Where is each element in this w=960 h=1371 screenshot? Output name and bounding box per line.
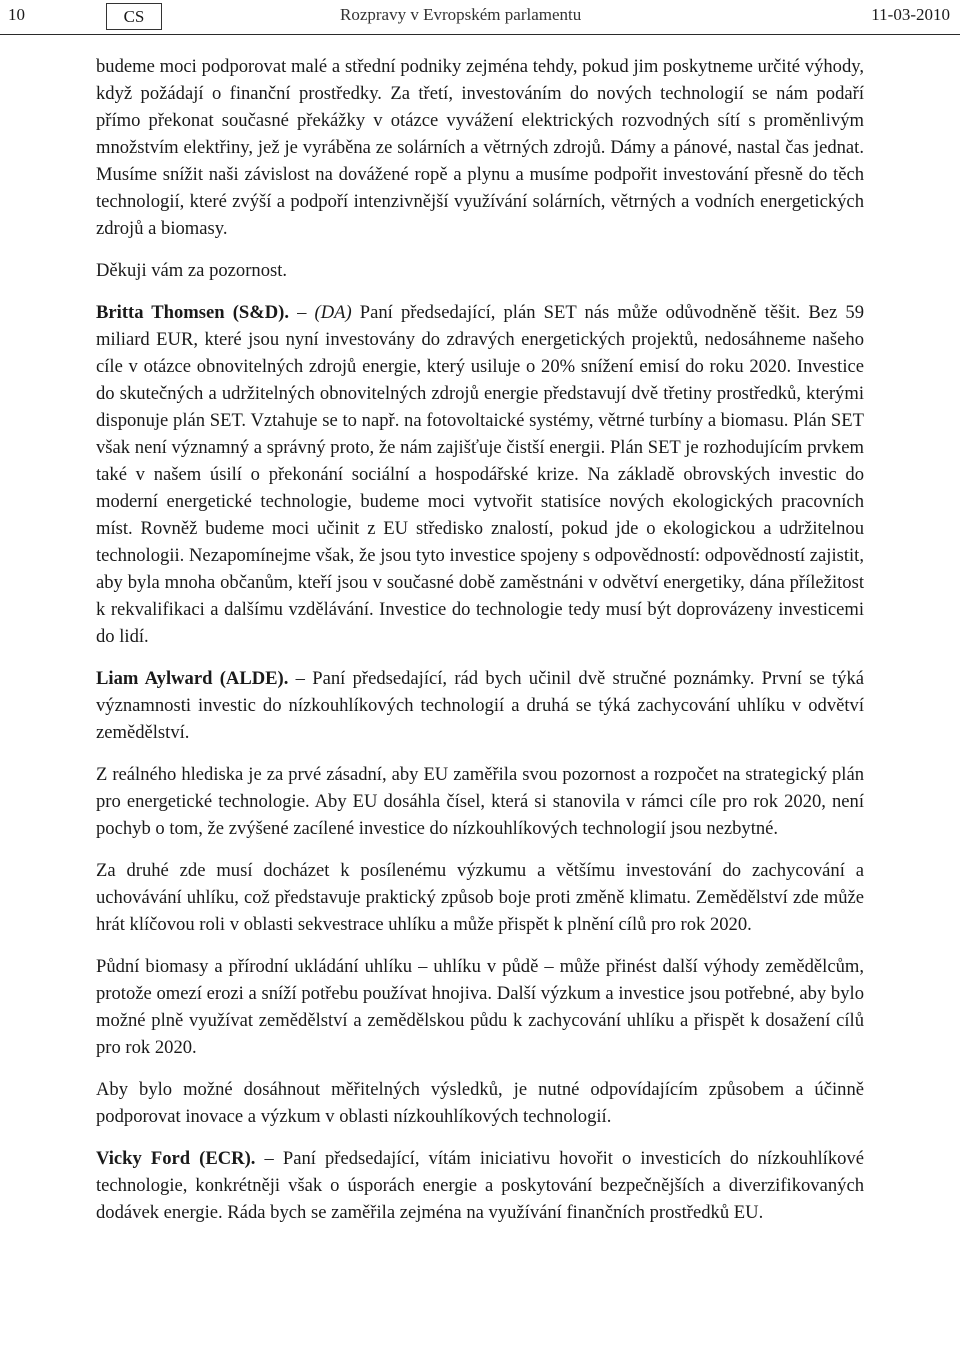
- speaker-name: Vicky Ford (ECR).: [96, 1148, 256, 1169]
- speech-vicky-ford: [96, 1145, 864, 1226]
- paragraph-text: budeme moci podporovat malé a střední podniky zejména tehdy, pokud jim poskytneme určité výhody, když požádají o finanční prostředky. Za třetí, investováním do nových technologií se nám podaří přímo překonat současné překážky v otázce vyvážení elektrických rozvodných sítí s proměnlivým množstvím elektřiny, jež je vyráběna ze solárních a větrných zdrojů. Dámy a pánové, nastal čas jednat. Musíme snížit naši závislost na dovážené ropě a plynu a musíme podpořit investování přesně do těch technologií, které zvýší a podpoří intenzivnější využívání solárních, větrných a vodních energetických zdrojů a biomasy.: [96, 56, 864, 239]
- document-body: [96, 53, 864, 1241]
- speech-dash: –: [288, 668, 313, 689]
- page-header: [0, 0, 960, 35]
- speaker-name: Liam Aylward (ALDE).: [96, 668, 289, 689]
- paragraph-text: Děkuji vám za pozornost.: [96, 260, 288, 281]
- publication-date: 11-03-2010: [871, 5, 950, 24]
- paragraph-text: Půdní biomasy a přírodní ukládání uhlíku – uhlíku v půdě – může přinést další výhody zemědělcům, protože omezí erozi a sníží potřebu používat hnojiva. Další výzkum a investice jsou potřebné, aby bylo možné plně využívat zemědělství a zemědělskou půdu k zachycování uhlíku a přispět k dosažení cílů pro rok 2020.: [96, 956, 864, 1058]
- paragraph-thanks: [96, 257, 864, 284]
- paragraph-text: Za druhé zde musí docházet k posílenému výzkumu a většímu investování do zachycování a uchovávání uhlíku, což představuje praktický způsob boje proti změně klimatu. Zemědělství zde může hrát klíčovou roli v oblasti sekvestrace uhlíku a může přispět k plnění cílů pro rok 2020.: [96, 860, 864, 935]
- paragraph-text: Z reálného hlediska je za prvé zásadní, aby EU zaměřila svou pozornost a rozpočet na strategický plán pro energetické technologie. Aby EU dosáhla čísel, která si stanovila v rámci cíle pro rok 2020, není pochyb o tom, že zvýšené zacílené investice do nízkouhlíkových technologií jsou nezbytné.: [96, 764, 864, 839]
- speech-dash: –: [255, 1148, 283, 1169]
- speaker-name: Britta Thomsen (S&D).: [96, 302, 290, 323]
- page-number: 10: [8, 5, 25, 24]
- publication-title: Rozpravy v Evropském parlamentu: [340, 5, 582, 24]
- speech-text: Paní předsedající, rád bych učinil dvě stručné poznámky. První se týká významnosti investic do nízkouhlíkových technologií a druhá se týká zachycování uhlíku v odvětví zemědělství.: [96, 668, 864, 743]
- paragraph: [96, 761, 864, 842]
- language-code-box: CS: [106, 3, 162, 30]
- speech-text: Paní předsedající, plán SET nás může odůvodněně těšit. Bez 59 miliard EUR, které jsou nyní investovány do zdravých energetických projektů, nedosáhneme našeho cíle v otázce obnovitelných zdrojů energie, který usiluje o 20% snížení emisí do roku 2020. Investice do skutečných a udržitelných obnovitelných zdrojů energie představují dvě třetiny prostředků, kterými disponuje plán SET. Vztahuje se to např. na fotovoltaické systémy, větrné turbíny a biomasu. Plán SET však není významný a správný proto, že nám zajišťuje čistší energii. Plán SET je rozhodujícím prvkem také v našem úsilí o překonání sociální a hospodářské krize. Na základě obrovských investic do moderní energetické technologie, budeme moci vytvořit statisíce nových ekologických pracovních míst. Rovněž budeme moci učinit z EU středisko znalostí, pokud jde o ekologickou a udržitelnou technologii. Nezapomínejme však, že jsou tyto investice spojeny s odpovědností: odpovědností zajistit, aby byla mnoha občanům, kteří jsou v současné době zaměstnáni v odvětví energetiky, dána příležitost k rekvalifikaci a dalšímu vzdělávání. Investice do technologie tedy musí být doprovázeny investicemi do lidí.: [96, 302, 864, 647]
- speech-liam-aylward: [96, 665, 864, 746]
- speech-text: Paní předsedající, vítám iniciativu hovořit o investicích do nízkouhlíkové technologie, konkrétněji však o úsporách energie a poskytování bezpečnějších a diverzifikovaných dodávek energie. Ráda bych se zaměřila zejména na využívání finančních prostředků EU.: [96, 1148, 864, 1223]
- paragraph: [96, 857, 864, 938]
- paragraph-text: Aby bylo možné dosáhnout měřitelných výsledků, je nutné odpovídajícím způsobem a účinně podporovat inovace a výzkum v oblasti nízkouhlíkových technologií.: [96, 1079, 864, 1127]
- speech-britta-thomsen: [96, 299, 864, 650]
- speech-dash: –: [289, 302, 315, 323]
- paragraph: [96, 953, 864, 1061]
- paragraph-continuation: [96, 53, 864, 242]
- paragraph: [96, 1076, 864, 1130]
- language-tag: (DA): [314, 302, 352, 323]
